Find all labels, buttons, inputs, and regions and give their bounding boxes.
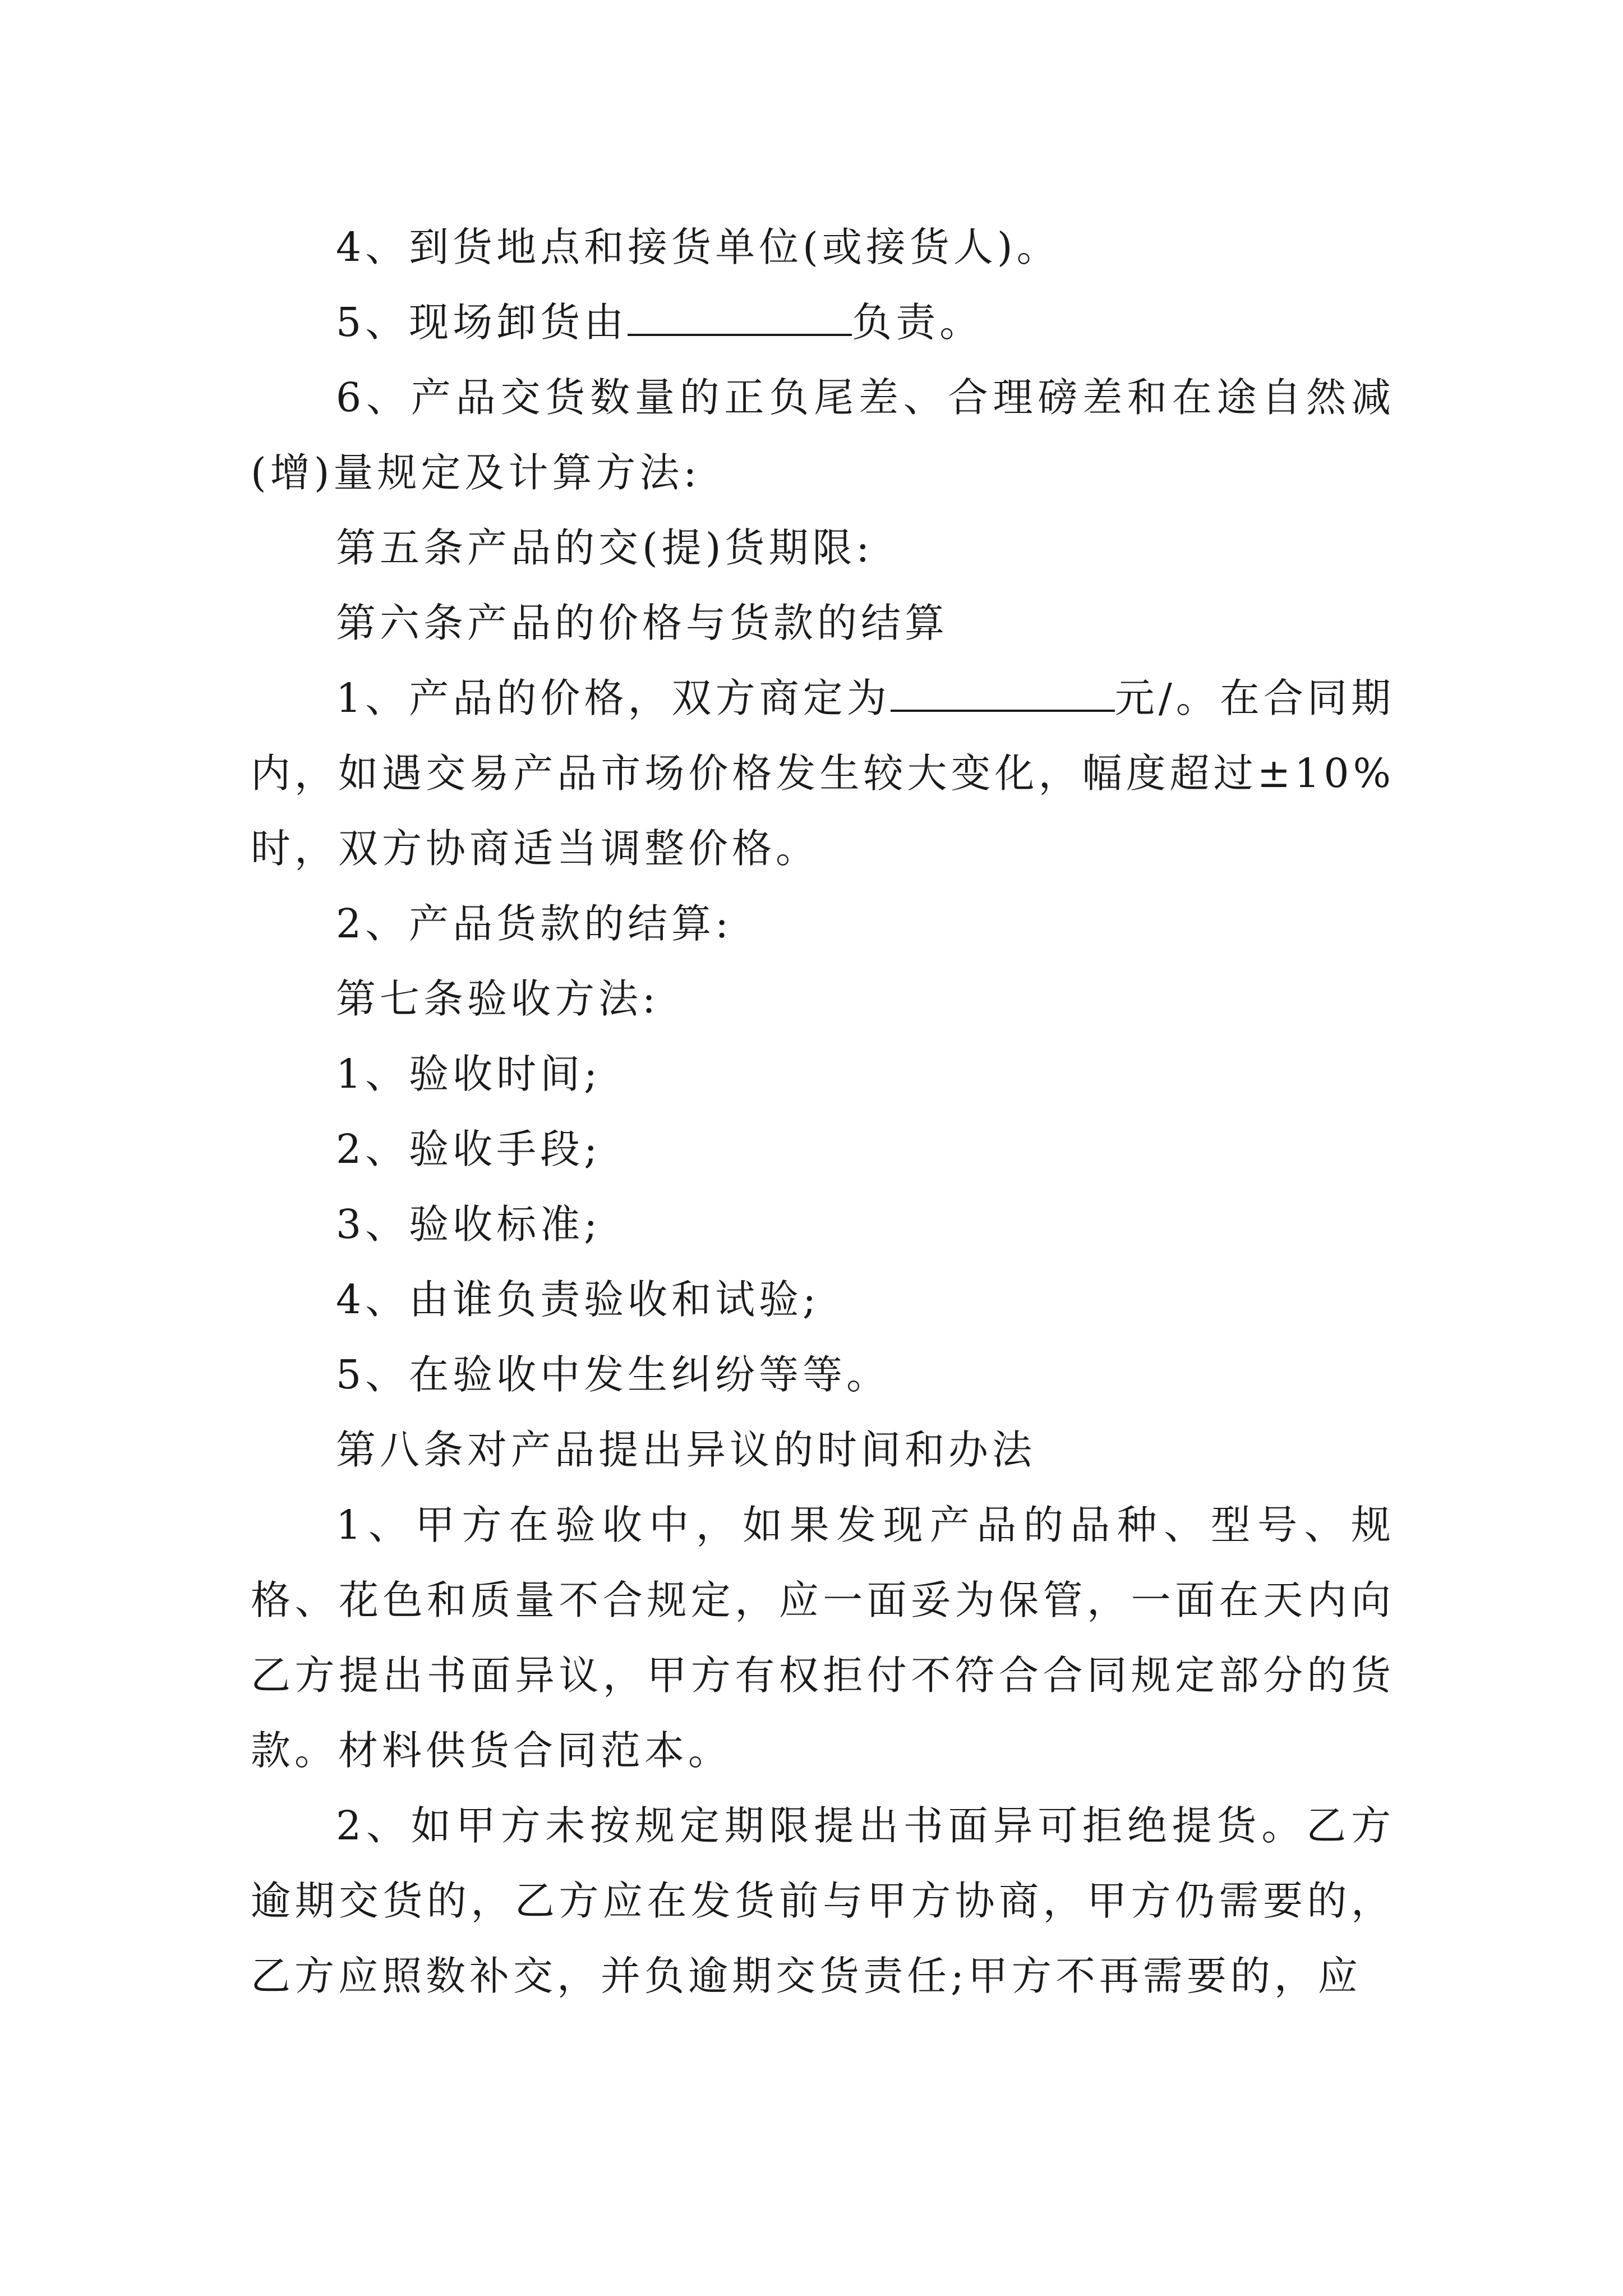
document-body — [251, 210, 1395, 2014]
paragraph-unloading-after: 负责。 — [852, 299, 984, 346]
list-item-inspection-time: 1、验收时间; — [336, 1051, 602, 1097]
paragraph-price-after: 元/。在合同期内，如遇交易产品市场价格发生较大变化，幅度超过±10%时，双方协商适当调整价格。 — [251, 675, 1395, 872]
paragraph-quantity-tolerance: 6、产品交货数量的正负尾差、合理磅差和在途自然减(增)量规定及计算方法: — [251, 374, 1395, 496]
paragraph-objection-1: 1、甲方在验收中，如果发现产品的品种、型号、规格、花色和质量不合规定，应一面妥为保管，一面在天内向乙方提出书面异议，甲方有权拒付不符合合同规定部分的货款。材料供货合同范本。 — [251, 1502, 1395, 1774]
unloading-party-blank — [628, 300, 852, 336]
paragraph-price — [251, 661, 1395, 886]
paragraph-payment-settlement: 2、产品货款的结算: — [336, 900, 733, 947]
heading-article-8: 第八条对产品提出异议的时间和办法 — [336, 1427, 1036, 1473]
price-blank — [891, 676, 1115, 712]
paragraph-delivery-location: 4、到货地点和接货单位(或接货人)。 — [336, 224, 1061, 270]
paragraph-unloading-before: 5、现场卸货由 — [336, 299, 628, 346]
list-item-inspection-means: 2、验收手段; — [336, 1126, 602, 1172]
list-item-inspection-standard: 3、验收标准; — [336, 1201, 602, 1248]
heading-article-7: 第七条验收方法: — [336, 976, 660, 1022]
list-item-inspection-responsibility: 4、由谁负责验收和试验; — [336, 1276, 820, 1323]
paragraph-unloading — [251, 285, 1395, 360]
heading-article-5: 第五条产品的交(提)货期限: — [336, 524, 874, 571]
paragraph-objection-2: 2、如甲方未按规定期限提出书面异可拒绝提货。乙方逾期交货的，乙方应在发货前与甲方协商，甲方仍需要的，乙方应照数补交，并负逾期交货责任;甲方不再需要的，应 — [251, 1802, 1395, 1999]
paragraph-price-before: 1、产品的价格，双方商定为 — [336, 675, 891, 721]
list-item-inspection-disputes: 5、在验收中发生纠纷等等。 — [336, 1351, 891, 1398]
heading-article-6: 第六条产品的价格与货款的结算 — [336, 600, 949, 646]
